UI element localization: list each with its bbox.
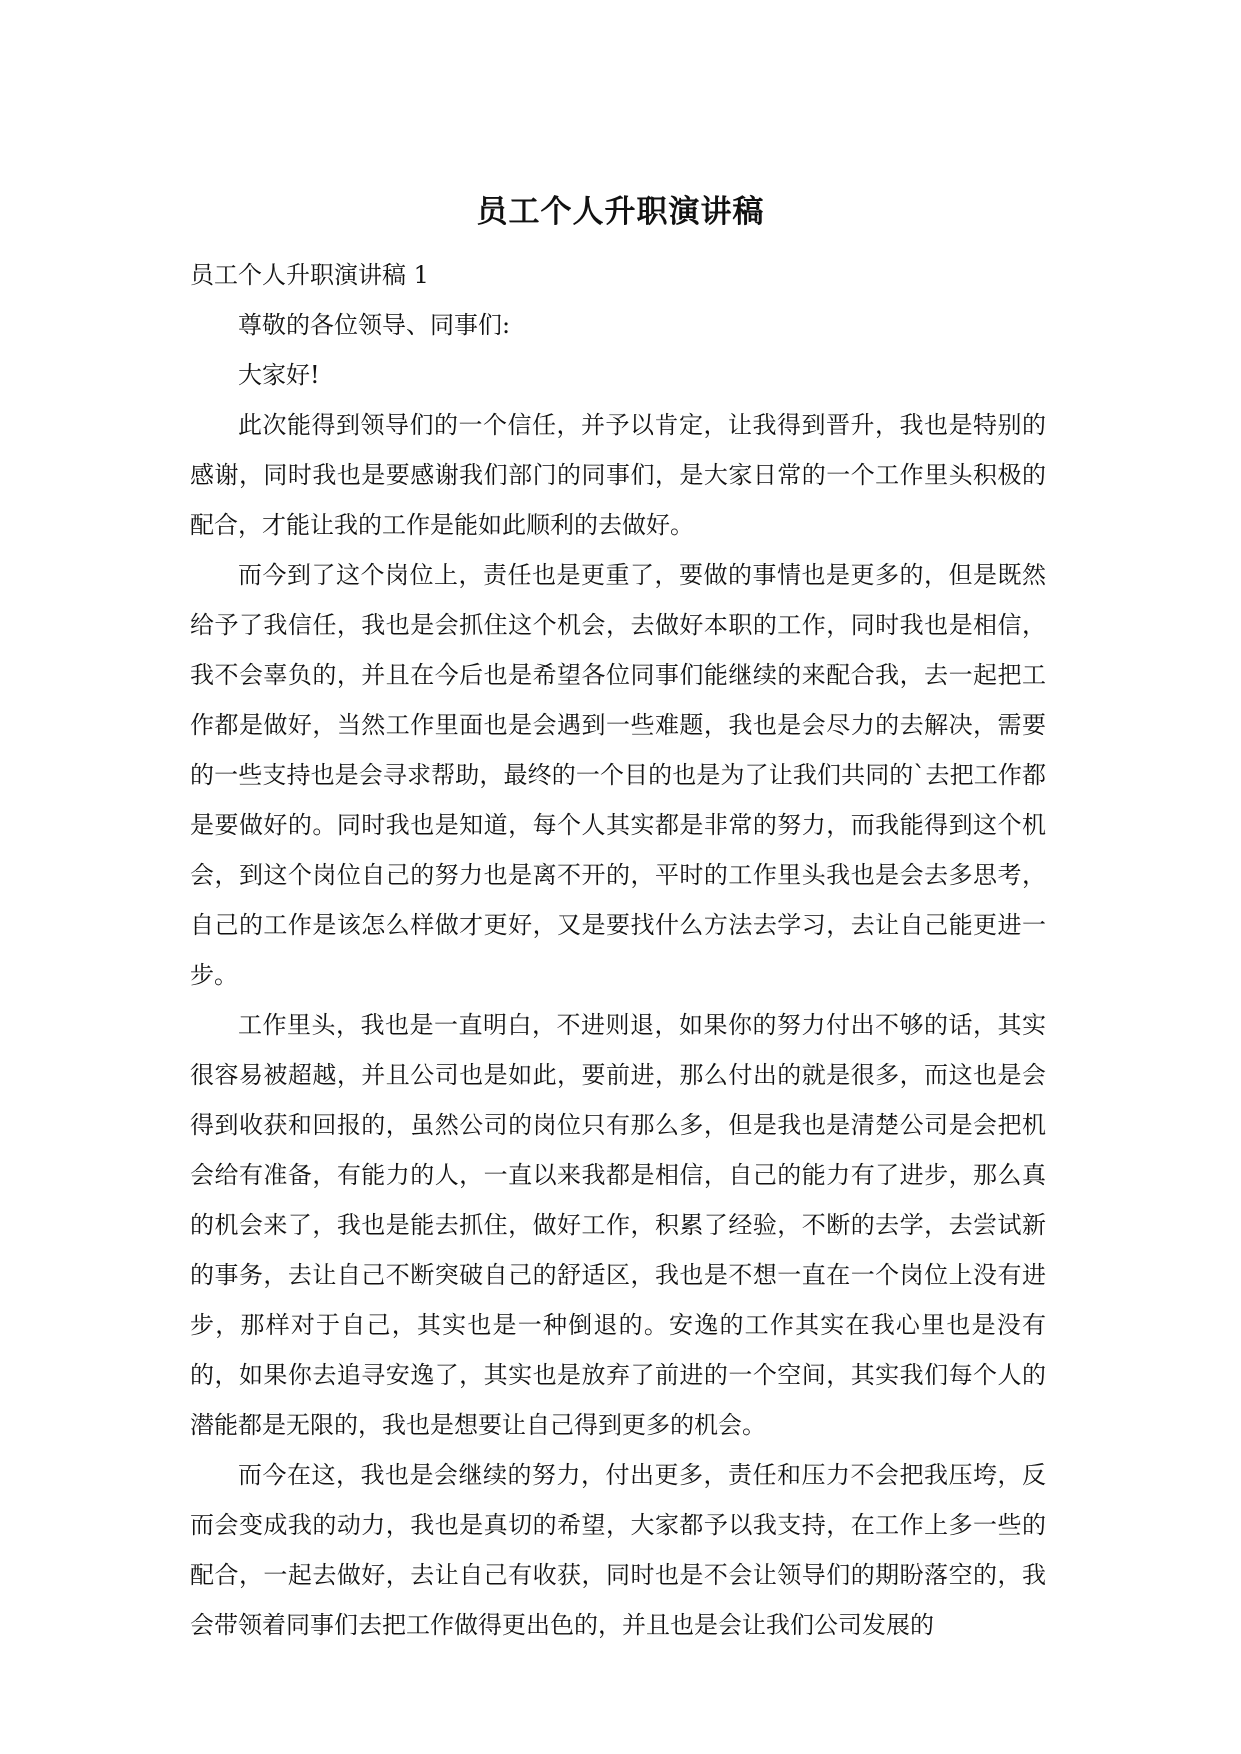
body-paragraph: 而今在这，我也是会继续的努力，付出更多，责任和压力不会把我压垮，反而会变成我的动力，我也是真切的希望，大家都予以我支持，在工作上多一些的配合，一起去做好，去让自己有收获，同时也是不会让领导们的期盼落空的，我会带领着同事们去把工作做得更出色的，并且也是会让我们公司发展的	[190, 1461, 1046, 1639]
salutation-paragraph: 尊敬的各位领导、同事们:	[238, 311, 511, 339]
greeting-paragraph: 大家好!	[238, 361, 320, 389]
document-title: 员工个人升职演讲稿	[476, 194, 765, 230]
body-paragraph: 此次能得到领导们的一个信任，并予以肯定，让我得到晋升，我也是特别的感谢，同时我也是要感谢我们部门的同事们，是大家日常的一个工作里头积极的配合，才能让我的工作是能如此顺利的去做好。	[190, 411, 1046, 539]
body-paragraph: 工作里头，我也是一直明白，不进则退，如果你的努力付出不够的话，其实很容易被超越，并且公司也是如此，要前进，那么付出的就是很多，而这也是会得到收获和回报的，虽然公司的岗位只有那么多，但是我也是清楚公司是会把机会给有准备，有能力的人，一直以来我都是相信，自己的能力有了进步，那么真的机会来了，我也是能去抓住，做好工作，积累了经验，不断的去学，去尝试新的事务，去让自己不断突破自己的舒适区，我也是不想一直在一个岗位上没有进步，那样对于自己，其实也是一种倒退的。安逸的工作其实在我心里也是没有的，如果你去追寻安逸了，其实也是放弃了前进的一个空间，其实我们每个人的潜能都是无限的，我也是想要让自己得到更多的机会。	[190, 1011, 1046, 1439]
body-paragraph: 而今到了这个岗位上，责任也是更重了，要做的事情也是更多的，但是既然给予了我信任，我也是会抓住这个机会，去做好本职的工作，同时我也是相信，我不会辜负的，并且在今后也是希望各位同事们能继续的来配合我，去一起把工作都是做好，当然工作里面也是会遇到一些难题，我也是会尽力的去解决，需要的一些支持也是会寻求帮助，最终的一个目的也是为了让我们共同的`去把工作都是要做好的。同时我也是知道，每个人其实都是非常的努力，而我能得到这个机会，到这个岗位自己的努力也是离不开的，平时的工作里头我也是会去多思考，自己的工作是该怎么样做才更好，又是要找什么方法去学习，去让自己能更进一步。	[190, 561, 1046, 989]
section-heading: 员工个人升职演讲稿 1	[190, 261, 429, 289]
document-body	[190, 250, 1046, 1650]
